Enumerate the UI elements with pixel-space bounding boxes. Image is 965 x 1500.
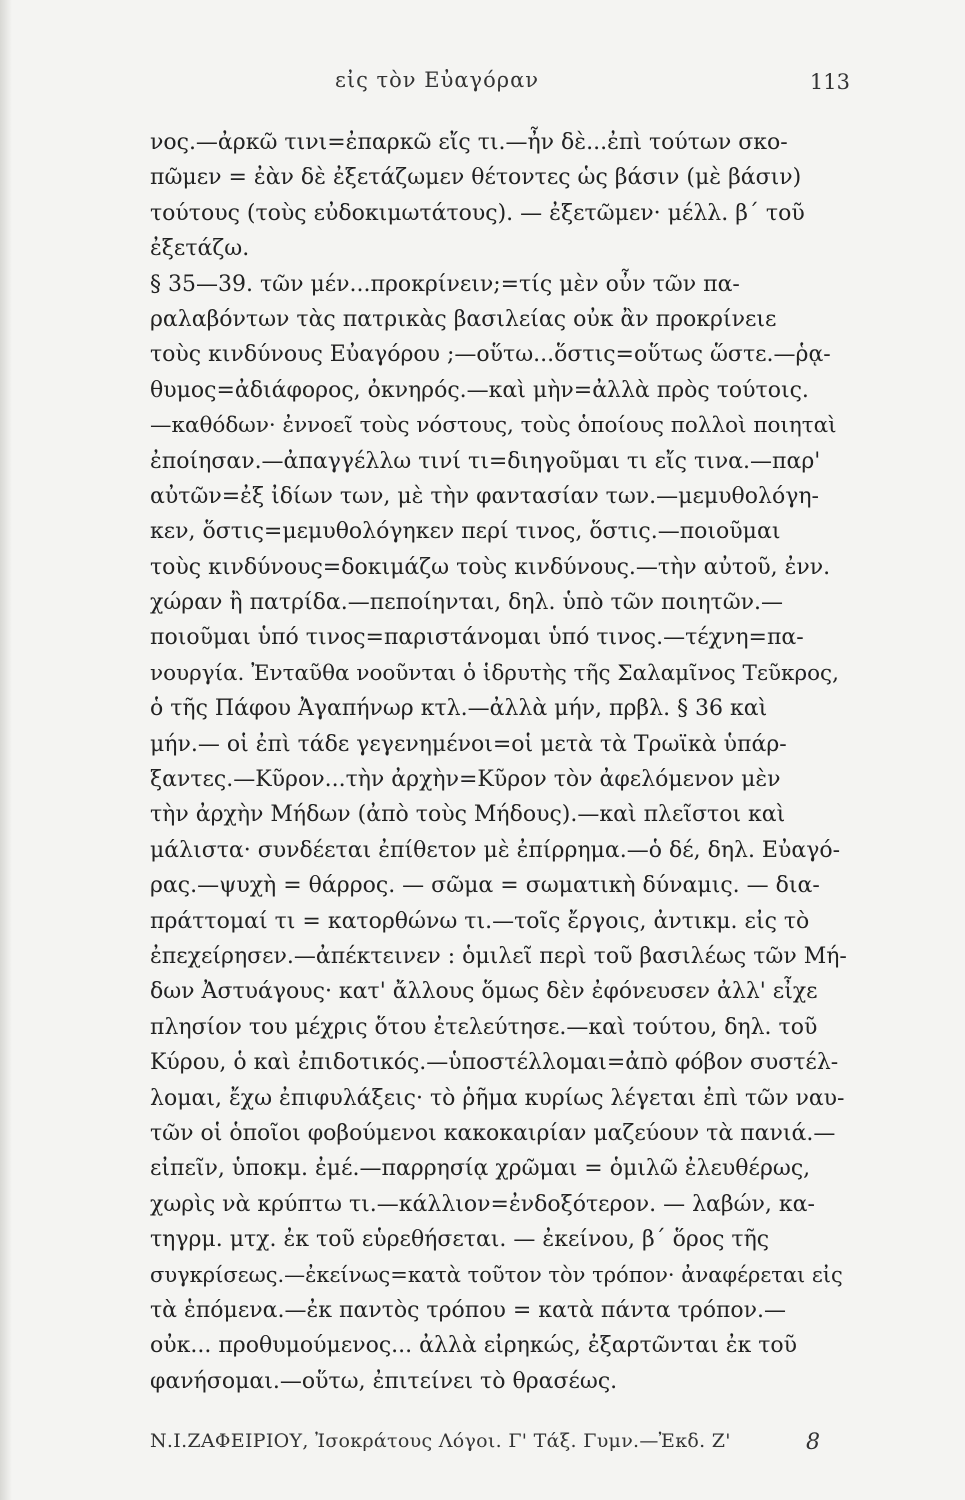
text-line: λομαι, ἔχω ἐπιφυλάξεις· τὸ ῥῆμα κυρίως λέγεται ἐπὶ τῶν ναυ- — [150, 1085, 845, 1111]
text-line: ποιοῦμαι ὑπό τινος=παριστάνομαι ὑπό τινος.—τέχνη=πα- — [150, 625, 804, 651]
text-line: μάλιστα· συνδέεται ἐπίθετον μὲ ἐπίρρημα.—ὁ δέ, δηλ. Εὐαγό- — [150, 837, 841, 863]
text-line: τοὺς κινδύνους=δοκιμάζω τοὺς κινδύνους.—τὴν αὐτοῦ, ἐνν. — [150, 554, 831, 580]
text-line: ἐξετάζω. — [150, 236, 250, 262]
text-line: ὁ τῆς Πάφου Ἀγαπήνωρ κτλ.—ἀλλὰ μήν, πρβλ. § 36 καὶ — [150, 696, 768, 722]
text-line: εἰπεῖν, ὑποκμ. ἐμέ.—παρρησίᾳ χρῶμαι = ὁμιλῶ ἐλευθέρως, — [150, 1156, 811, 1182]
text-line: οὐκ... προθυμούμενος... ἀλλὰ εἰρηκώς, ἐξαρτῶνται ἐκ τοῦ — [150, 1333, 798, 1359]
text-line: πλησίον του μέχρις ὅτου ἐτελεύτησε.—καὶ τούτου, δηλ. τοῦ — [150, 1014, 818, 1040]
text-line: ρας.—ψυχὴ = θάρρος. — σῶμα = σωματικὴ δύναμις. — δια- — [150, 873, 820, 899]
text-line: πράττομαί τι = κατορθώνω τι.—τοῖς ἔργοις, ἀντικμ. εἰς τὸ — [150, 908, 810, 934]
text-line: τοὺς κινδύνους Εὐαγόρου ;—οὕτω...ὅστις=οὕτως ὥστε.—ῥᾳ- — [150, 342, 831, 368]
text-line: συγκρίσεως.—ἐκείνως=κατὰ τοῦτον τὸν τρόπον· ἀναφέρεται εἰς — [150, 1262, 843, 1287]
printer-signature: Ν.Ι.ΖΑΦΕΙΡΙΟΥ, Ἰσοκράτους Λόγοι. Γ' Τάξ. Γυμν.—Ἐκδ. Ζ' — [150, 1430, 731, 1452]
text-line: χωρὶς νὰ κρύπτω τι.—κάλλιον=ἐνδοξότερον. — λαβών, κα- — [150, 1191, 815, 1217]
text-line: νος.—ἀρκῶ τινι=ἐπαρκῶ εἴς τι.—ἦν δὲ...ἐπὶ τούτων σκο- — [150, 130, 788, 155]
text-line: § 35—39. τῶν μέν...προκρίνειν;=τίς μὲν οὖν τῶν πα- — [150, 271, 740, 297]
text-line: τῶν οἱ ὁποῖοι φοβούμενοι κακοκαιρίαν μαζεύουν τὰ πανιά.— — [150, 1120, 836, 1146]
text-line: ξαντες.—Κῦρον...τὴν ἀρχὴν=Κῦρον τὸν ἀφελόμενον μὲν — [150, 767, 781, 793]
text-line: αὐτῶν=ἐξ ἰδίων των, μὲ τὴν φαντασίαν των.—μεμυθολόγη- — [150, 483, 819, 509]
text-line: ἐπεχείρησεν.—ἀπέκτεινεν : ὁμιλεῖ περὶ τοῦ βασιλέως τῶν Μή- — [150, 943, 847, 969]
text-line: τὴν ἀρχὴν Μήδων (ἀπὸ τοὺς Μήδους).—καὶ πλεῖστοι καὶ — [150, 802, 786, 828]
page-footer — [150, 1430, 850, 1460]
commentary-text — [150, 125, 850, 1399]
text-line: ἐποίησαν.—ἀπαγγέλλω τινί τι=διηγοῦμαι τι εἴς τινα.—παρ' — [150, 448, 821, 474]
text-line: κεν, ὅστις=μεμυθολόγηκεν περί τινος, ὅστις.—ποιοῦμαι — [150, 519, 781, 545]
running-title: εἰς τὸν Εὐαγόραν — [335, 68, 540, 92]
text-line: φανήσομαι.—οὕτω, ἐπιτείνει τὸ θρασέως. — [150, 1368, 618, 1394]
text-line: χώραν ἢ πατρίδα.—πεποίηνται, δηλ. ὑπὸ τῶν ποιητῶν.— — [150, 590, 784, 616]
text-line: ραλαβόντων τὰς πατρικὰς βασιλείας οὐκ ἂν προκρίνειε — [150, 306, 777, 332]
sheet-number: 8 — [806, 1430, 820, 1455]
text-line: Κύρου, ὁ καὶ ἐπιδοτικός.—ὑποστέλλομαι=ἀπὸ φόβον συστέλ- — [150, 1050, 839, 1076]
text-line: —καθόδων· ἐννοεῖ τοὺς νόστους, τοὺς ὁποίους πολλοὶ ποιηταὶ — [150, 413, 837, 439]
page-header — [150, 68, 850, 102]
page-edge-shadow — [0, 0, 12, 1500]
text-line: δων Ἀστυάγους· κατ' ἄλλους ὅμως δὲν ἐφόνευσεν ἀλλ' εἶχε — [150, 979, 818, 1005]
text-line: τὰ ἑπόμενα.—ἐκ παντὸς τρόπου = κατὰ πάντα τρόπον.— — [150, 1297, 787, 1323]
text-line: μήν.— οἱ ἐπὶ τάδε γεγενημένοι=οἱ μετὰ τὰ Τρωϊκὰ ὑπάρ- — [150, 731, 787, 757]
text-line: νουργία. Ἐνταῦθα νοοῦνται ὁ ἱδρυτὴς τῆς Σαλαμῖνος Τεῦκρος, — [150, 660, 839, 686]
text-line: τούτους (τοὺς εὐδοκιμωτάτους). — ἐξετῶμεν· μέλλ. β΄ τοῦ — [150, 200, 805, 226]
text-line: πῶμεν = ἐὰν δὲ ἐξετάζωμεν θέτοντες ὡς βάσιν (μὲ βάσιν) — [150, 165, 802, 191]
page-number: 113 — [809, 70, 850, 94]
text-line: θυμος=ἀδιάφορος, ὀκνηρός.—καὶ μὴν=ἀλλὰ πρὸς τούτοις. — [150, 377, 809, 403]
text-line: τηγρμ. μτχ. ἐκ τοῦ εὑρεθήσεται. — ἐκείνου, β΄ ὅρος τῆς — [150, 1227, 770, 1253]
